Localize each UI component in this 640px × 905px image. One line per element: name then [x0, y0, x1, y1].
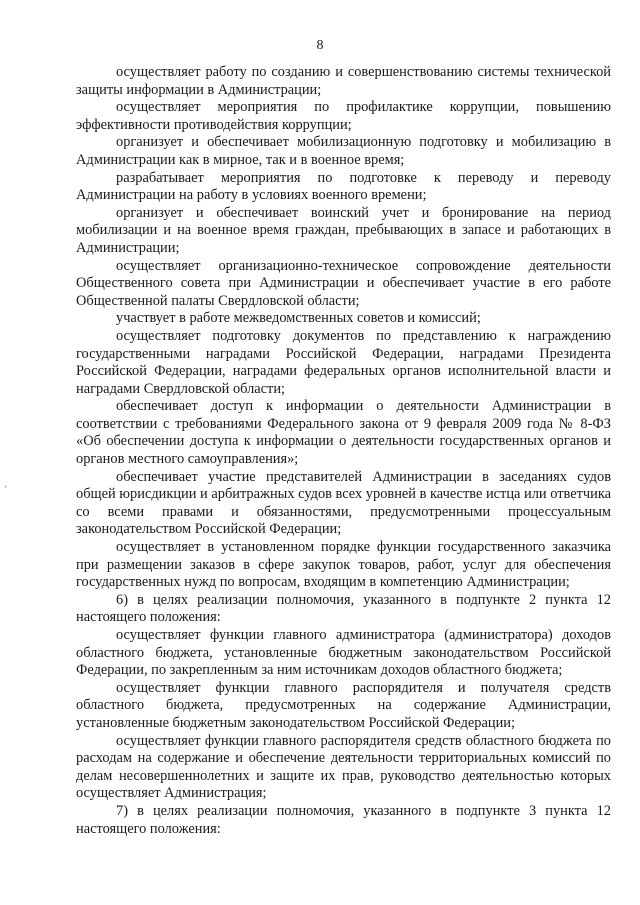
paragraph: осуществляет функции главного распорядителя средств областного бюджета по расходам на содержание и обеспечение деятельности территориальных комиссий по делам несовершеннолетних и защите их прав, руководство деятельностью которых осуществляет Администрация;	[76, 732, 611, 802]
paragraph: организует и обеспечивает воинский учет и бронирование на период мобилизации и на военное время граждан, пребывающих в запасе и работающих в Администрации;	[76, 204, 611, 256]
paragraph: осуществляет в установленном порядке функции государственного заказчика при размещении заказов в сфере закупок товаров, работ, услуг для обеспечения государственных нужд по вопросам, входящим в компетенцию Администрации;	[76, 539, 611, 591]
paragraph: осуществляет организационно-техническое сопровождение деятельности Общественного совета при Администрации и обеспечивает участие в его работе Общественной палаты Свердловской области;	[76, 257, 611, 309]
paragraph: разрабатывает мероприятия по подготовке к переводу и переводу Администрации на работу в условиях военного времени;	[76, 169, 611, 204]
paragraph: обеспечивает участие представителей Администрации в заседаниях судов общей юрисдикции и арбитражных судов всех уровней в качестве истца или ответчика со всеми правами и обязанностями, предусмотренными процессуальным законодательством Российской Федерации;	[76, 468, 611, 538]
margin-mark: '	[5, 484, 7, 494]
page-number: 8	[316, 38, 324, 53]
paragraph: осуществляет подготовку документов по представлению к награждению государственными наградами Российской Федерации, наградами Президента Российской Федерации, наградами федеральных органов исполнительной власти и наградами Свердловской области;	[76, 327, 611, 397]
paragraph: участвует в работе межведомственных советов и комиссий;	[116, 310, 481, 327]
paragraph: осуществляет работу по созданию и совершенствованию системы технической защиты информации в Администрации;	[76, 64, 611, 98]
paragraph: 7) в целях реализации полномочия, указанного в подпункте 3 пункта 12 настоящего положения:	[76, 802, 611, 837]
paragraph: осуществляет функции главного распорядителя и получателя средств областного бюджета, предусмотренных на содержание Администрации, установленные бюджетным законодательством Российской Федерации;	[76, 679, 611, 731]
paragraph: осуществляет функции главного администратора (администратора) доходов областного бюджета, установленные бюджетным законодательством Российской Федерации, по закрепленным за ним источникам доходов областного бюджета;	[76, 627, 611, 679]
paragraph: организует и обеспечивает мобилизационную подготовку и мобилизацию в Администрации как в мирное, так и в военное время;	[76, 134, 611, 168]
paragraph: осуществляет мероприятия по профилактике коррупции, повышению эффективности противодействия коррупции;	[76, 99, 611, 133]
paragraph: 6) в целях реализации полномочия, указанного в подпункте 2 пункта 12 настоящего положения:	[76, 591, 611, 626]
paragraph: обеспечивает доступ к информации о деятельности Администрации в соответствии с требованиями Федерального закона от 9 февраля 2009 года № 8-ФЗ «Об обеспечении доступа к информации о деятельности государственных органов и органов местного самоуправления»;	[76, 398, 611, 468]
document-body	[76, 64, 611, 838]
